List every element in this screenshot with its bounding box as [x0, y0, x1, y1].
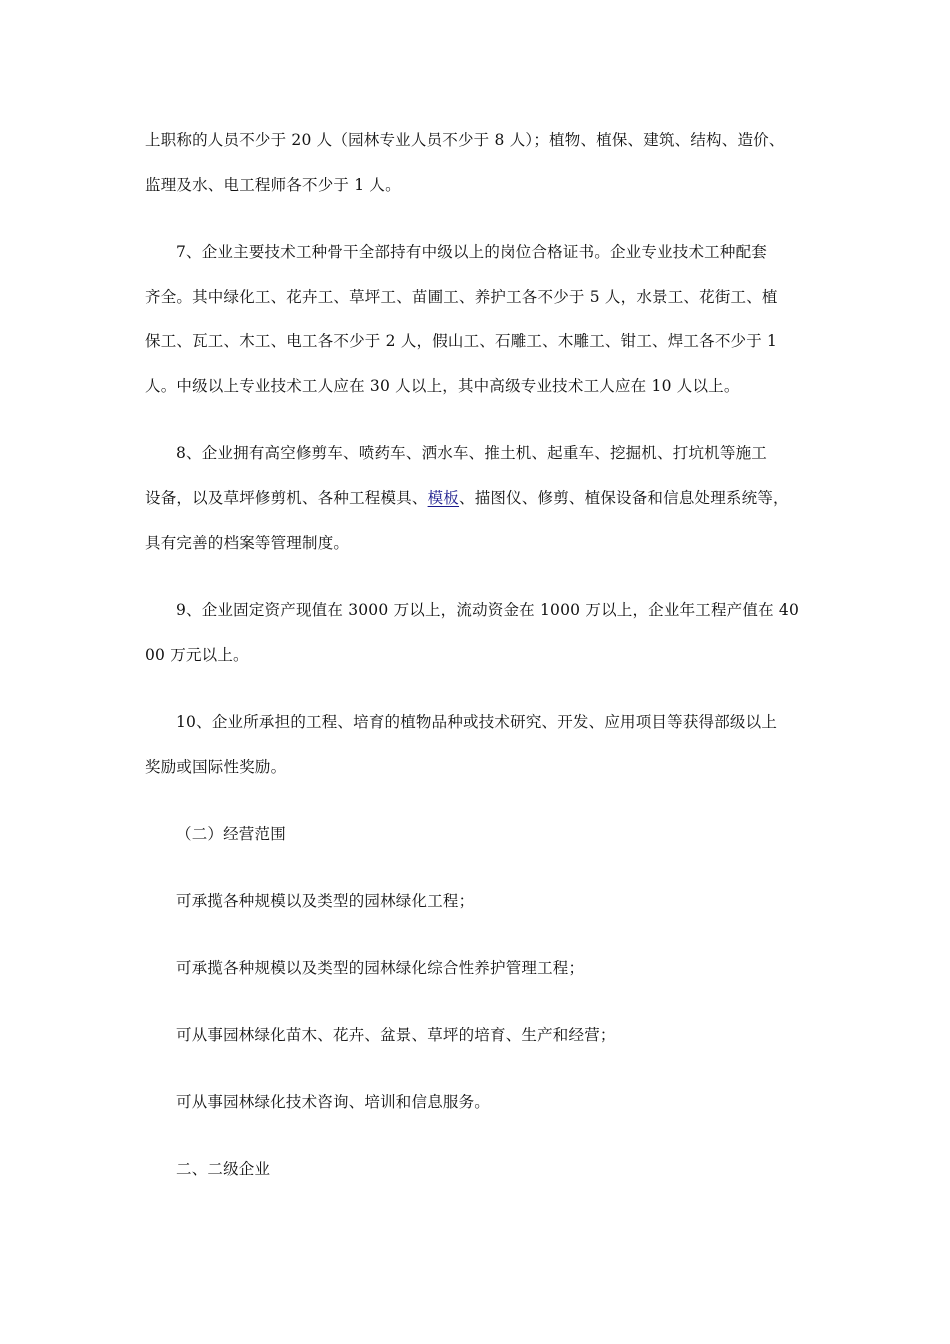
paragraph-9-line-1: 9、企业固定资产现值在 3000 万以上，流动资金在 1000 万以上，企业年工程产值在 40 — [176, 601, 800, 619]
paragraph-8-line-2-after: 、描图仪、修剪、植保设备和信息处理系统等， — [459, 489, 789, 507]
template-link[interactable]: 模板 — [427, 489, 460, 507]
paragraph-7-line-1: 7、企业主要技术工种骨干全部持有中级以上的岗位合格证书。企业专业技术工种配套 — [176, 243, 767, 261]
paragraph-6-line-2: 监理及水、电工程师各不少于 1 人。 — [145, 176, 401, 194]
paragraph-8-line-1: 8、企业拥有高空修剪车、喷药车、洒水车、推土机、起重车、挖掘机、打坑机等施工 — [176, 444, 767, 462]
paragraph-7-line-2: 齐全。其中绿化工、花卉工、草坪工、苗圃工、养护工各不少于 5 人，水景工、花街工、植 — [145, 288, 778, 306]
paragraph-9-line-2: 00 万元以上。 — [145, 646, 249, 664]
paragraph-8-line-3: 具有完善的档案等管理制度。 — [145, 534, 350, 552]
section-heading-business-scope: （二）经营范围 — [176, 825, 286, 843]
section-heading-second-grade: 二、二级企业 — [176, 1160, 271, 1178]
paragraph-8-line-2 — [145, 488, 789, 508]
paragraph-10-line-1: 10、企业所承担的工程、培育的植物品种或技术研究、开发、应用项目等获得部级以上 — [176, 713, 778, 731]
scope-item: 可从事园林绿化技术咨询、培训和信息服务。 — [176, 1093, 491, 1111]
paragraph-7-line-4: 人。中级以上专业技术工人应在 30 人以上，其中高级专业技术工人应在 10 人以上。 — [145, 377, 740, 395]
paragraph-10-line-2: 奖励或国际性奖励。 — [145, 758, 287, 776]
paragraph-8-line-2-before: 设备，以及草坪修剪机、各种工程模具、 — [145, 489, 428, 507]
scope-item: 可承揽各种规模以及类型的园林绿化工程； — [176, 892, 475, 910]
paragraph-7-line-3: 保工、瓦工、木工、电工各不少于 2 人，假山工、石雕工、木雕工、钳工、焊工各不少于 1 — [145, 332, 778, 350]
scope-item: 可承揽各种规模以及类型的园林绿化综合性养护管理工程； — [176, 959, 585, 977]
scope-item: 可从事园林绿化苗木、花卉、盆景、草坪的培育、生产和经营； — [176, 1026, 616, 1044]
paragraph-6-line-1: 上职称的人员不少于 20 人（园林专业人员不少于 8 人）；植物、植保、建筑、结构、造价、 — [145, 131, 785, 149]
